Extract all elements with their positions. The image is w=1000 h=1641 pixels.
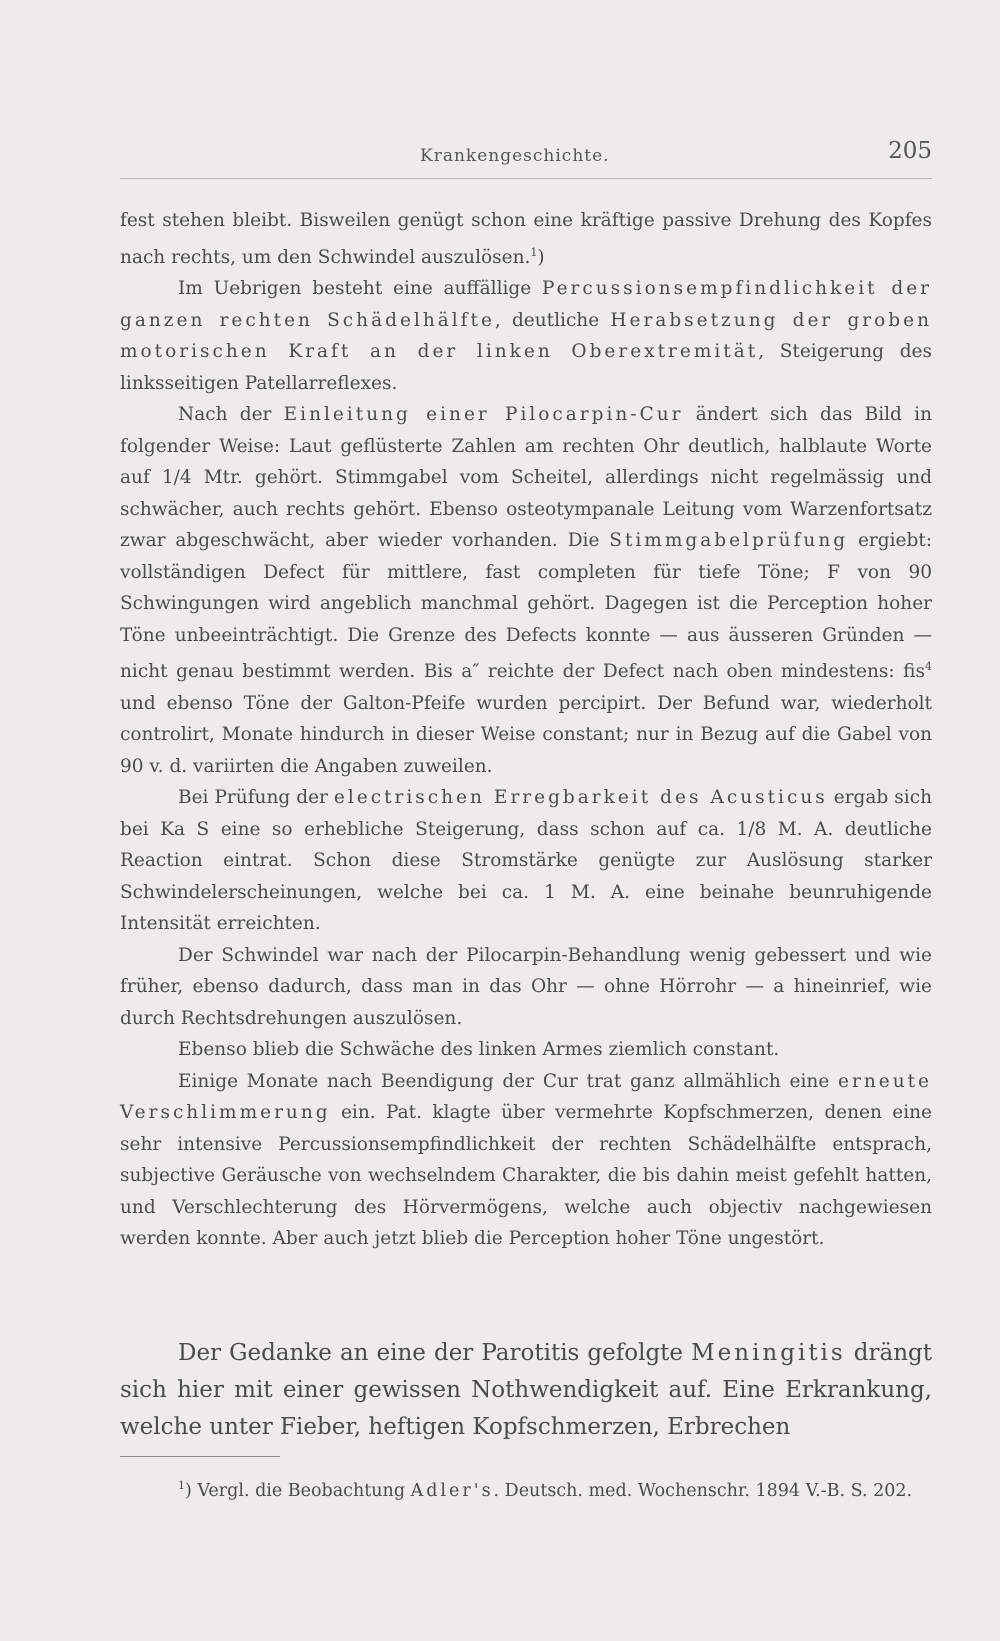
footnote-marker: 4 <box>925 660 932 674</box>
header-divider <box>120 178 932 179</box>
paragraph <box>120 782 932 940</box>
footnote-divider <box>120 1456 280 1457</box>
paragraph <box>120 1034 932 1066</box>
text-run: drängt sich hier mit einer gewissen Nothwendigkeit auf. Eine Erkrankung, welche unter Fieber, heftigen Kopfschmerzen, Erbrechen <box>120 1340 932 1440</box>
text-run: Ebenso blieb die Schwäche des linken Armes ziemlich constant. <box>178 1039 780 1061</box>
emphasized-text: Einleitung einer Pilocarpin-Cur <box>283 404 684 426</box>
paragraph <box>120 273 932 399</box>
footnote-marker: 1 <box>530 245 538 259</box>
text-run: ein. Pat. klagte über vermehrte Kopfschmerzen, denen eine sehr intensive Percussionsempfindlichkeit der rechten Schädelhälfte entsprach, subjective Geräusche von wechselndem Charakter, die bis dahin meist gefehlt hatten, und Verschlechterung des Hörvermögens, welche auch objectiv nachgewiesen werden konnte. Aber auch jetzt blieb die Perception hoher Töne ungestört. <box>120 1102 932 1250</box>
text-run: Der Gedanke an eine der Parotitis gefolgte <box>178 1340 692 1366</box>
text-run: ergiebt: vollständigen Defect für mittlere, fast completen für tiefe Töne; F von 90 Schwingungen wird angeblich manchmal gehört. Dagegen ist die Perception hoher Töne unbeeinträchtigt. Die Grenze des Defects konnte — aus äusseren Gründen — nicht genau bestimmt werden. Bis a″ reichte der Defect nach oben mindestens: fis <box>120 530 932 683</box>
emphasized-text: electrischen Erregbarkeit des Acusticus <box>333 787 828 809</box>
text-run: Der Schwindel war nach der Pilocarpin-Behandlung wenig gebessert und wie früher, ebenso dadurch, dass man in das Ohr — ohne Hörrohr — a hineinrief, wie durch Rechtsdrehungen auszulösen. <box>120 944 932 1029</box>
text-run: , deutliche <box>494 309 611 331</box>
footnote-marker: 1 <box>178 1479 185 1492</box>
emphasized-text: Meningitis <box>691 1340 846 1366</box>
text-run: und ebenso Töne der Galton-Pfeife wurden percipirt. Der Befund war, wiederholt controlirt, Monate hindurch in dieser Weise constant; nur in Bezug auf die Gabel von 90 v. d. variirten die Angaben zuweilen. <box>120 692 932 777</box>
body-text <box>120 205 932 1255</box>
text-run: ) Vergl. die Beobachtung <box>185 1480 411 1501</box>
text-run: . Deutsch. med. Wochenschr. 1894 V.-B. S. 202. <box>493 1480 913 1501</box>
text-run: fest stehen bleibt. Bisweilen genügt schon eine kräftige passive Drehung des Kopfes nach rechts, um den Schwindel auszulösen. <box>120 210 932 268</box>
paragraph <box>120 940 932 1035</box>
paragraph <box>120 1066 932 1255</box>
paragraph <box>120 1335 932 1446</box>
emphasized-text: Stimmgabelprüfung <box>609 530 849 552</box>
page-number: 205 <box>888 138 932 164</box>
footnote <box>120 1470 932 1507</box>
text-run: , Steigerung des linksseitigen Patellarreflexes. <box>120 341 932 394</box>
paragraph <box>120 205 932 273</box>
text-run: Einige Monate nach Beendigung der Cur trat ganz allmählich eine <box>178 1070 839 1092</box>
emphasized-text: erneute Verschlimmerung <box>120 1070 932 1124</box>
emphasized-text: Adler's <box>410 1480 494 1501</box>
text-run: ändert sich das Bild in folgender Weise: Laut geflüsterte Zahlen am rechten Ohr deutlich, halblaute Worte auf 1/4 Mtr. gehört. Stimmgabel vom Scheitel, allerdings nicht regelmässig und schwächer, auch rechts gehört. Ebenso osteotympanale Leitung vom Warzenfortsatz zwar abgeschwächt, aber wieder vorhanden. Die <box>120 404 932 552</box>
page-header <box>120 138 932 178</box>
emphasized-text: Percussionsempfindlichkeit der ganzen rechten Schädelhälfte <box>120 278 933 331</box>
text-run: Nach der <box>178 404 284 426</box>
running-title: Krankengeschichte. <box>420 146 610 166</box>
text-run: ergab sich bei Ka S eine so erhebliche Steigerung, dass schon auf ca. 1/8 M. A. deutliche Reaction eintrat. Schon diese Stromstärke genügte zur Auslösung starker Schwindelerscheinungen, welche bei ca. 1 M. A. eine beinahe beunruhigende Intensität erreichten. <box>120 787 932 935</box>
large-type-paragraph <box>120 1335 932 1446</box>
footnote-text <box>120 1470 932 1507</box>
text-run: Bei Prüfung der <box>178 787 334 809</box>
text-run: Im Uebrigen besteht eine auffällige <box>178 278 542 300</box>
text-run: ) <box>537 246 545 268</box>
emphasized-text: Herabsetzung der groben motorischen Kraft an der linken Oberextremität <box>120 309 932 363</box>
paragraph <box>120 399 932 782</box>
